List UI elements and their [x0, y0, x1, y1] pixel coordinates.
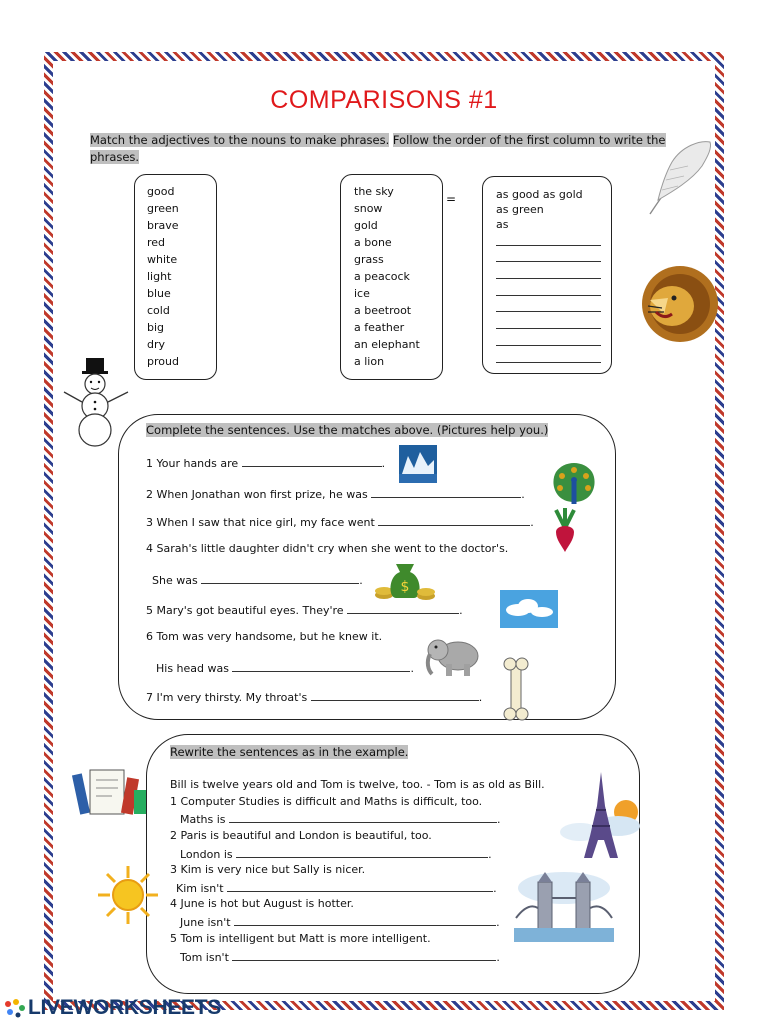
answer-line[interactable]: [496, 246, 601, 263]
sentence-5: [146, 602, 463, 617]
bone-icon: [500, 656, 532, 722]
rewrite-2b: [180, 846, 492, 861]
sentence-6b: [156, 660, 414, 675]
example-phrase: as good as gold: [496, 188, 583, 201]
example-phrase: as: [496, 218, 509, 231]
noun-item: snow: [354, 202, 383, 215]
rewrite-example: Bill is twelve years old and Tom is twelve, too. - Tom is as old as Bill.: [170, 778, 545, 791]
section3-instruction: [170, 744, 408, 761]
sentence-5-blank[interactable]: [347, 602, 459, 614]
answer-line[interactable]: [496, 312, 601, 329]
sentence-2-blank[interactable]: [371, 486, 521, 498]
sentence-6: 6 Tom was very handsome, but he knew it.: [146, 630, 383, 643]
sentence-1-text: 1 Your hands are: [146, 457, 239, 470]
adjective-item: brave: [147, 219, 179, 232]
adjectives-box: [134, 174, 217, 380]
sentence-2-text: 2 When Jonathan won first prize, he was: [146, 488, 368, 501]
feather-icon: [642, 136, 718, 218]
noun-item: a peacock: [354, 270, 410, 283]
sentence-3-blank[interactable]: [378, 514, 530, 526]
sentence-4: 4 Sarah's little daughter didn't cry when she went to the doctor's.: [146, 542, 509, 555]
rewrite-4-period: .: [496, 916, 500, 929]
lion-icon: [634, 262, 718, 350]
adjective-item: cold: [147, 304, 170, 317]
logo-text: LIVEWORKSHEETS: [28, 996, 221, 1019]
rewrite-1-blank[interactable]: [229, 811, 497, 823]
noun-item: a beetroot: [354, 304, 412, 317]
rewrite-5-period: .: [496, 951, 500, 964]
page-title: COMPARISONS #1: [270, 86, 498, 114]
example-phrase: as green: [496, 203, 544, 216]
answer-line[interactable]: [496, 279, 601, 296]
answer-lines: [483, 229, 611, 363]
rewrite-3-blank[interactable]: [227, 880, 493, 892]
peacock-icon: [548, 462, 600, 506]
svg-text:$: $: [400, 579, 410, 595]
sentence-7-blank[interactable]: [311, 689, 479, 701]
logo-mark-icon: [2, 998, 26, 1018]
rewrite-4b-text: June isn't: [180, 916, 231, 929]
sky-icon: [500, 590, 558, 628]
noun-item: the sky: [354, 185, 394, 198]
sentence-4-blank[interactable]: [201, 572, 359, 584]
eiffel-tower-icon: [556, 766, 646, 862]
sentence-2-period: .: [521, 488, 525, 501]
adjective-item: white: [147, 253, 178, 266]
equals-sign: =: [446, 192, 457, 206]
section2-instruction: [146, 422, 548, 439]
rewrite-4-blank[interactable]: [234, 914, 496, 926]
rewrite-2: 2 Paris is beautiful and London is beautiful, too.: [170, 829, 432, 842]
rewrite-2b-text: London is: [180, 848, 233, 861]
beetroot-icon: [550, 506, 580, 556]
adjective-item: dry: [147, 338, 166, 351]
sentence-6-blank[interactable]: [232, 660, 410, 672]
rewrite-3: 3 Kim is very nice but Sally is nicer.: [170, 863, 366, 876]
noun-item: grass: [354, 253, 384, 266]
adjective-item: green: [147, 202, 179, 215]
noun-item: a bone: [354, 236, 392, 249]
sentence-3: [146, 514, 534, 529]
sentence-1: [146, 455, 385, 470]
answer-line[interactable]: [496, 262, 601, 279]
answer-line[interactable]: [496, 346, 601, 363]
answer-line[interactable]: [496, 229, 601, 246]
sentence-3-text: 3 When I saw that nice girl, my face went: [146, 516, 375, 529]
rewrite-1b: [180, 811, 501, 826]
instruction-part2: Follow the order of the first column to write the phrases.: [90, 133, 666, 164]
rewrite-3b: [176, 880, 497, 895]
sentence-7-period: .: [478, 691, 483, 704]
adjective-item: red: [147, 236, 166, 249]
answer-examples: [483, 177, 611, 232]
section1-instruction: [90, 132, 680, 166]
noun-item: a lion: [354, 355, 385, 368]
section3-instruction-text: Rewrite the sentences as in the example.: [170, 745, 409, 759]
nouns-box: [340, 174, 443, 380]
ice-icon: [398, 444, 438, 484]
adjective-item: blue: [147, 287, 171, 300]
rewrite-2-blank[interactable]: [236, 846, 488, 858]
answer-line[interactable]: [496, 296, 601, 313]
rewrite-5: 5 Tom is intelligent but Matt is more intelligent.: [170, 932, 431, 945]
sentence-7-text: 7 I'm very thirsty. My throat's: [146, 691, 308, 704]
rewrite-3-period: .: [493, 882, 497, 895]
rewrite-4b: [180, 914, 500, 929]
adjective-item: good: [147, 185, 175, 198]
sentence-6-period: .: [410, 662, 414, 675]
sentence-5-text: 5 Mary's got beautiful eyes. They're: [146, 604, 344, 617]
elephant-icon: [424, 632, 486, 678]
rewrite-5-blank[interactable]: [232, 949, 496, 961]
adjective-item: light: [147, 270, 172, 283]
noun-item: gold: [354, 219, 378, 232]
liveworksheets-logo[interactable]: [2, 996, 221, 1020]
rewrite-3b-text: Kim isn't: [176, 882, 224, 895]
rewrite-5b: [180, 949, 500, 964]
sentence-3-period: .: [530, 516, 534, 529]
section2-instruction-text: Complete the sentences. Use the matches above. (Pictures help you.): [146, 423, 549, 437]
sentence-4b: [152, 572, 363, 587]
adjective-item: big: [147, 321, 165, 334]
sentence-6b-text: His head was: [156, 662, 229, 675]
answers-box: [482, 176, 612, 374]
sentence-5-period: .: [459, 604, 463, 617]
sentence-1-blank[interactable]: [242, 455, 382, 467]
rewrite-5b-text: Tom isn't: [180, 951, 229, 964]
rewrite-1-period: .: [497, 813, 501, 826]
nouns-list: [341, 175, 442, 370]
books-icon: [72, 764, 150, 820]
rewrite-4: 4 June is hot but August is hotter.: [170, 897, 354, 910]
instruction-part1: Match the adjectives to the nouns to make phrases.: [90, 133, 390, 147]
sun-icon: [96, 864, 160, 926]
sentence-4-period: .: [359, 574, 363, 587]
rewrite-2-period: .: [488, 848, 492, 861]
money-icon: [374, 562, 436, 602]
rewrite-1b-text: Maths is: [180, 813, 226, 826]
noun-item: an elephant: [354, 338, 420, 351]
sentence-1-period: .: [381, 457, 386, 470]
answer-line[interactable]: [496, 329, 601, 346]
sentence-7: [146, 689, 482, 704]
tower-bridge-icon: [514, 868, 614, 944]
noun-item: a feather: [354, 321, 405, 334]
noun-item: ice: [354, 287, 370, 300]
adjectives-list: [135, 175, 216, 370]
sentence-4b-text: She was: [152, 574, 198, 587]
rewrite-1: 1 Computer Studies is difficult and Maths is difficult, too.: [170, 795, 483, 808]
sentence-2: [146, 486, 525, 501]
adjective-item: proud: [147, 355, 179, 368]
